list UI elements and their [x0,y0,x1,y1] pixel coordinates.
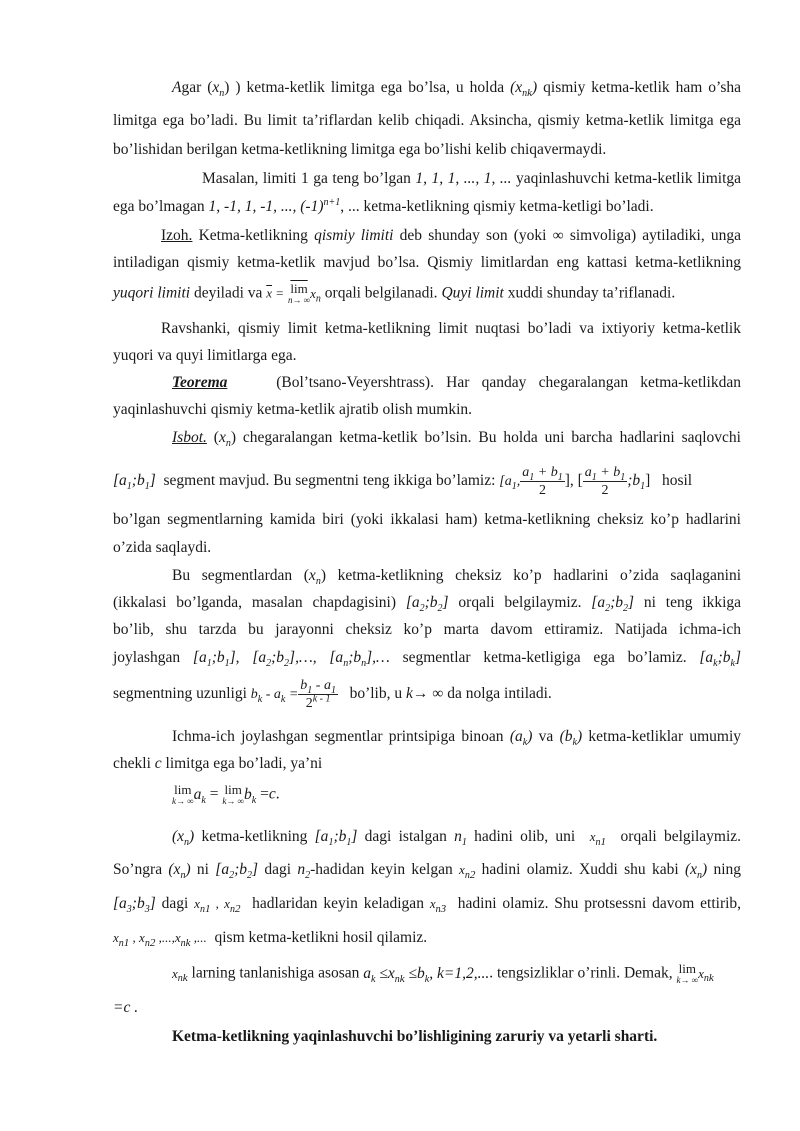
text-line: Teorema (Bol’tsano-Veyershtrass). Har qanday chegaralangan ketma-ketlikdan [172,374,741,391]
text-line: =c . [113,999,139,1016]
section-heading: Ketma-ketlikning yaqinlashuvchi bo’lishligining zaruriy va yetarli sharti. [172,1028,658,1045]
text-line: intiladigan qismiy ketma-ketlik mavjud bo’lsa. Qismiy limitlardan eng kattasi ketma-ketlikning [113,254,741,271]
text-line: Ichma-ich joylashgan segmentlar printsipiga binoan $(a_k)$ va $(b_k)$ ketma-ketliklar umumiy [172,728,742,749]
text-line: yaqinlashuvchi qismiy ketma-ketlik ajratib olish mumkin. [113,401,473,418]
text-line: chekli c limitga ega bo’ladi, ya’ni [113,755,323,772]
text-line: $x_{nk}$ larning tanlanishiga asosan $a_k \le x_{nk} \le b_k$, k=1,2,.... tengsizliklar o’rinli. Demak, lim k→ ∞ $x_{nk}$ [172,961,714,985]
text-line: ega bo’lmagan 1, -1, 1, -1, ..., $(-1)^{n+1}$, ... ketma-ketlikning qismiy ketma-ketligi bo’ladi. [113,196,654,215]
text-line: Masalan, limiti 1 ga teng bo’lgan 1, 1, 1, ..., 1, ... yaqinlashuvchi ketma-ketlik limitga [202,170,742,187]
text-line: $(x_n)$ ketma-ketlikning $[a_1;b_1]$ dagi istalgan $n_1$ hadini olib, uni $x_{n1}$ orqali belgilaymiz. [172,828,742,849]
text-line: bo’lgan segmentlarning kamida biri (yoki ikkalasi ham) ketma-ketlikning cheksiz ko’p hadlarini [113,511,741,528]
text-line: Ravshanki, qismiy limit ketma-ketlikning limit nuqtasi bo’ladi va ixtiyoriy ketma-ketlik [161,320,741,337]
izoh-label: Izoh. [161,227,193,244]
text-line: So’ngra $(x_n)$ ni $[a_2;b_2]$ dagi $n_2$-hadidan keyin kelgan $x_{n2}$ hadini olamiz. Xuddi shu kabi $(x_n)$ ning [113,861,742,882]
text-line: yuqori va quyi limitlarga ega. [113,347,297,364]
text-line: Isbot. $(x_n)$ chegaralangan ketma-ketlik bo’lsin. Bu holda uni barcha hadlarini saqlovchi [172,429,741,450]
text-line: $[a_3;b_3]$ dagi $x_{n1}$ , $x_{n2}$ hadlaridan keyin keladigan $x_{n3}$ hadini olamiz. Shu protsessni davom ettirib, [113,895,742,916]
text-line: $[a_1;b_1]$ segment mavjud. Bu segmentni teng ikkiga bo’lamiz: [$a_1$, $\frac{a_1 + b_1}{2}$ ], [ $\frac{a_1 + b_1}{2}$ $;b_1$] hosil [113,465,693,498]
limit-formula: lim k→ ∞ $a_k = \lim$ k→ ∞ $b_k =c$. [172,782,280,806]
text-line: joylashgan $[a_1;b_1]$, $[a_2;b_2],\dots$, $[a_n;b_n],\dots$ segmentlar ketma-ketligiga ega bo’lamiz. $[a_k;b_k]$ [113,649,742,670]
text-line: $x_{n1}$ , $x_{n2}$ $,...,x_{nk}$ ,... qism ketma-ketlikni hosil qilamiz. [113,929,428,949]
text-line: o’zida saqlaydi. [113,539,212,556]
text-line: Izoh. Ketma-ketlikning qismiy limiti deb shunday son (yoki ∞ simvoliga) aytiladiki, unga [161,227,742,244]
text-line: bo’lib, shu tarzda bu jarayonni cheksiz ko’p marta davom ettiramiz. Natijada ichma-ich [113,621,741,638]
text-line: Bu segmentlardan $(x_n)$ ketma-ketlikning cheksiz ko’p hadlarini o’zida saqlaganini [172,567,741,588]
teorema-label: Teorema [172,374,228,391]
text-line: (ikkalasi bo’lganda, masalan chapdagisini) $[a_2;b_2]$ orqali belgilaymiz. $[a_2;b_2]$ ni teng ikkiga [113,594,742,615]
text-line: yuqori limiti deyiladi va $\overline{x} = \overline{lim}$ n→ ∞ $x_n$ orqali belgilanadi. Quyi limit xuddi shunday ta’riflanadi. [113,281,676,305]
text-line: limitga ega bo’ladi. Bu limit ta’riflardan kelib chiqadi. Aksincha, qismiy ketma-ketlik limitga ega [113,112,741,129]
text-line: bo’lishidan berilgan ketma-ketlikning limitga ega bo’lishi kelib chiqavermaydi. [113,141,607,158]
isbot-label: Isbot. [172,429,207,446]
text-line: Agar $(x_n)$ ) ketma-ketlik limitga ega bo’lsa, u holda $(x_{nk})$ qismiy ketma-ketlik ham o’sha [172,79,741,100]
text-line: segmentning uzunligi $b_k - a_k$ = $\frac{b_1 - a_1}{2^{k - 1}}$ bo’lib, u k→ ∞ da nolga intiladi. [113,677,552,711]
